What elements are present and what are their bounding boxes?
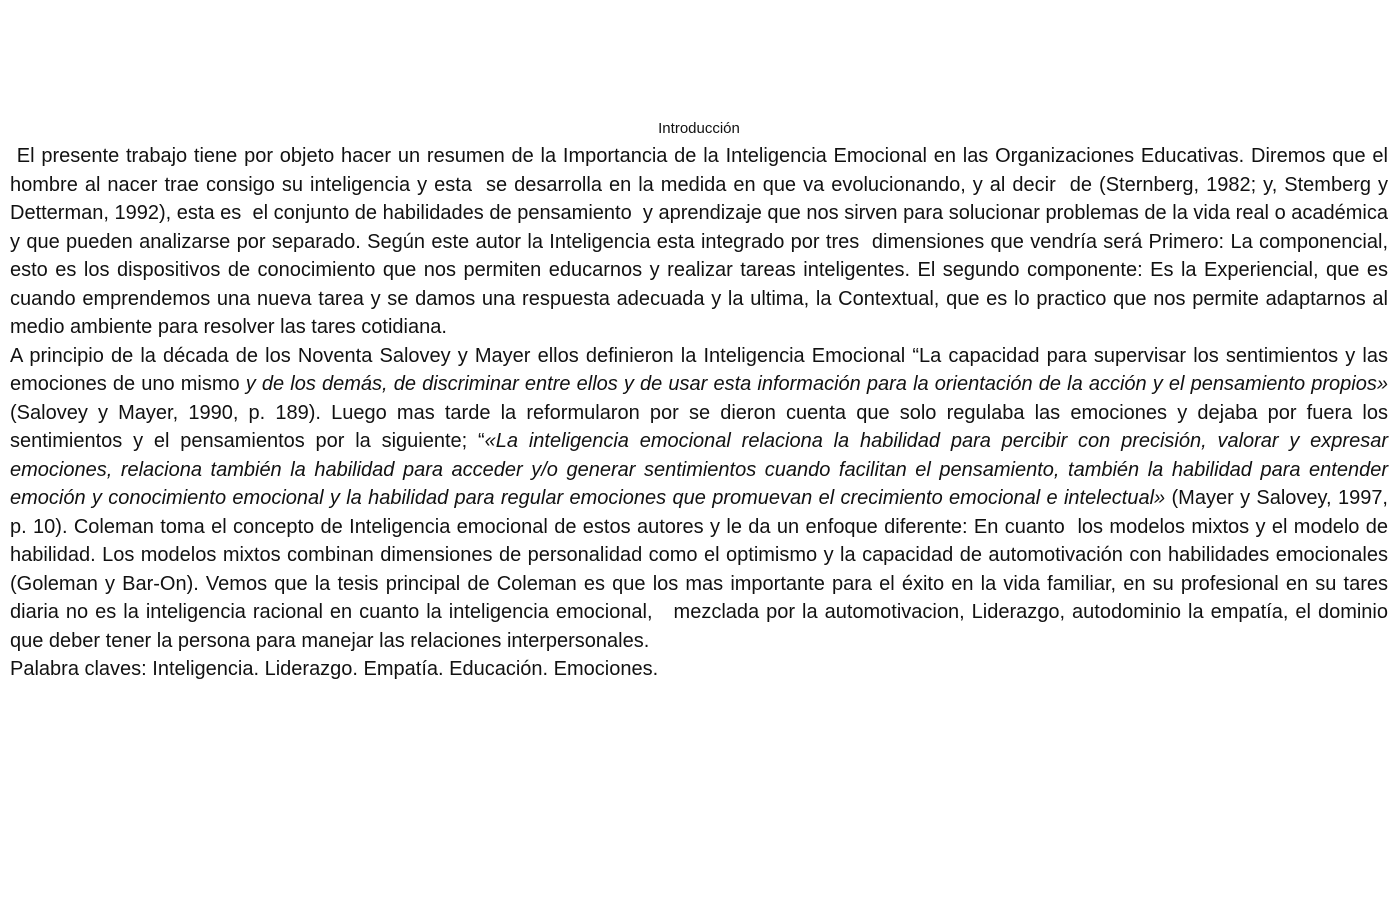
page-title: Introducción [658, 120, 740, 137]
quote-italic: «La inteligencia emocional relaciona la habilidad para percibir con precisión, valorar y expresar emociones, relaciona también la habilidad para acceder y/o generar sentimientos cuando facilitan el pensamiento, también la habilidad para entender emoción y conocimiento emocional y la habilidad para regular emociones que promuevan el crecimiento emocional e intelectual» [10, 430, 1394, 509]
paragraph-text: (Salovey y Mayer, 1990, p. 189). Luego mas tarde la reformularon por se dieron cuenta que solo regulaba las emociones y dejaba por fuera los sentimientos y el pensamientos por la siguiente; “ [10, 373, 1394, 452]
document-page [10, 118, 1394, 684]
paragraph-emotional-intelligence [10, 342, 1394, 656]
paragraph-intro: El presente trabajo tiene por objeto hacer un resumen de la Importancia de la Inteligencia Emocional en las Organizaciones Educativas. Diremos que el hombre al nacer trae consigo su inteligencia y esta se desarrolla en la medida en que va evolucionando, y al decir de (Sternberg, 1982; y, Stemberg y Detterman, 1992), esta es el conjunto de habilidades de pensamiento y aprendizaje que nos sirven para solucionar problemas de la vida real o académica y que pueden analizarse por separado. Según este autor la Inteligencia esta integrado por tres dimensiones que vendría será Primero: La componencial, esto es los dispositivos de conocimiento que nos permiten educarnos y realizar tareas inteligentes. El segundo componente: Es la Experiencial, que es cuando emprendemos una nueva tarea y se damos una respuesta adecuada y la ultima, la Contextual, que es lo practico que nos permite adaptarnos al medio ambiente para resolver las tares cotidiana. [10, 145, 1394, 338]
keywords-line: Palabra claves: Inteligencia. Liderazgo. Empatía. Educación. Emociones. [10, 658, 659, 680]
paragraph-text: A principio de la década de los Noventa Salovey y Mayer ellos definieron la Inteligencia Emocional “La capacidad para supervisar los sentimientos y las emociones de uno mismo [10, 344, 1394, 395]
quote-italic: y de los demás, de discriminar entre ellos y de usar esta información para la orientación de la acción y el pensamiento propios» [245, 373, 1388, 395]
paragraph-text: (Mayer y Salovey, 1997, p. 10). Coleman toma el concepto de Inteligencia emocional de estos autores y le da un enfoque diferente: En cuanto los modelos mixtos y el modelo de habilidad. Los modelos mixtos combinan dimensiones de personalidad como el optimismo y la capacidad de automotivación con habilidades emocionales (Goleman y Bar-On). Vemos que la tesis principal de Coleman es que los mas importante para el éxito en la vida familiar, en su profesional en su tares diaria no es la inteligencia racional en cuanto la inteligencia emocional, mezclada por la automotivacion, Liderazgo, autodominio la empatía, el dominio que deber tener la persona para manejar las relaciones interpersonales. [10, 487, 1394, 652]
document-body [10, 142, 1394, 684]
